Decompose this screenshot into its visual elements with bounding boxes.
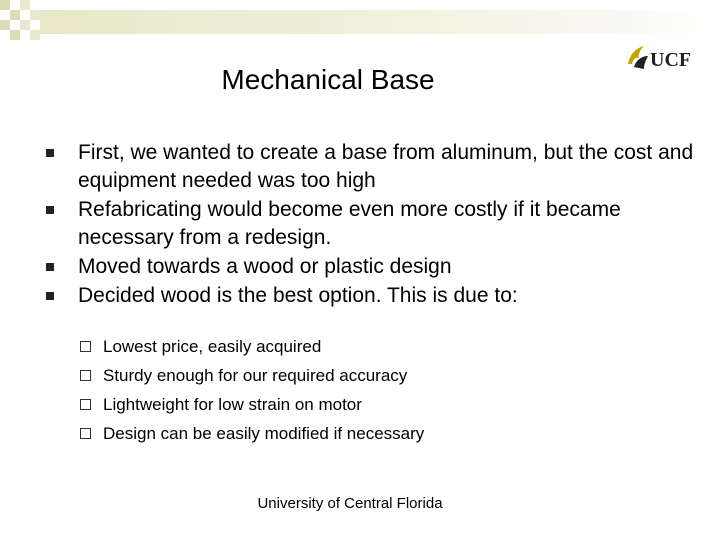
checkbox-bullet-icon — [80, 399, 91, 410]
sub-bullet-item — [80, 390, 680, 419]
checkbox-bullet-icon — [80, 370, 91, 381]
decor-square — [10, 10, 20, 20]
decor-square — [30, 30, 40, 40]
bullet-item — [46, 139, 696, 195]
sub-bullet-item — [80, 332, 680, 361]
logo-text: UCF — [650, 49, 692, 71]
decor-square — [20, 20, 30, 30]
bullet-text: Decided wood is the best option. This is due to: — [78, 284, 518, 307]
sub-bullet-list — [80, 332, 680, 448]
decor-square — [0, 0, 10, 10]
bullet-item — [46, 282, 696, 310]
bullet-text: First, we wanted to create a base from aluminum, but the cost and equipment needed was too high — [78, 141, 694, 192]
checkbox-bullet-icon — [80, 341, 91, 352]
sub-bullet-item — [80, 361, 680, 390]
bullet-item — [46, 196, 696, 252]
sub-bullet-text: Lightweight for low strain on motor — [103, 395, 362, 414]
decor-square — [0, 20, 10, 30]
sub-bullet-item — [80, 419, 680, 448]
decor-square — [10, 30, 20, 40]
header-decoration — [0, 0, 720, 48]
sub-bullet-text: Lowest price, easily acquired — [103, 337, 322, 356]
sub-bullet-text: Sturdy enough for our required accuracy — [103, 366, 408, 385]
decor-square — [20, 0, 30, 10]
header-gradient-bar — [40, 10, 720, 34]
bullet-list — [46, 139, 696, 311]
bullet-item — [46, 253, 696, 281]
decor-square — [30, 10, 40, 20]
bullet-text: Moved towards a wood or plastic design — [78, 255, 452, 278]
sub-bullet-text: Design can be easily modified if necessary — [103, 424, 425, 443]
square-bullet-icon — [46, 206, 54, 214]
checkbox-bullet-icon — [80, 428, 91, 439]
slide-footer: University of Central Florida — [257, 495, 443, 512]
square-bullet-icon — [46, 263, 54, 271]
bullet-text: Refabricating would become even more costly if it became necessary from a redesign. — [78, 198, 621, 249]
square-bullet-icon — [46, 149, 54, 157]
square-bullet-icon — [46, 292, 54, 300]
slide-title: Mechanical Base — [221, 64, 435, 95]
